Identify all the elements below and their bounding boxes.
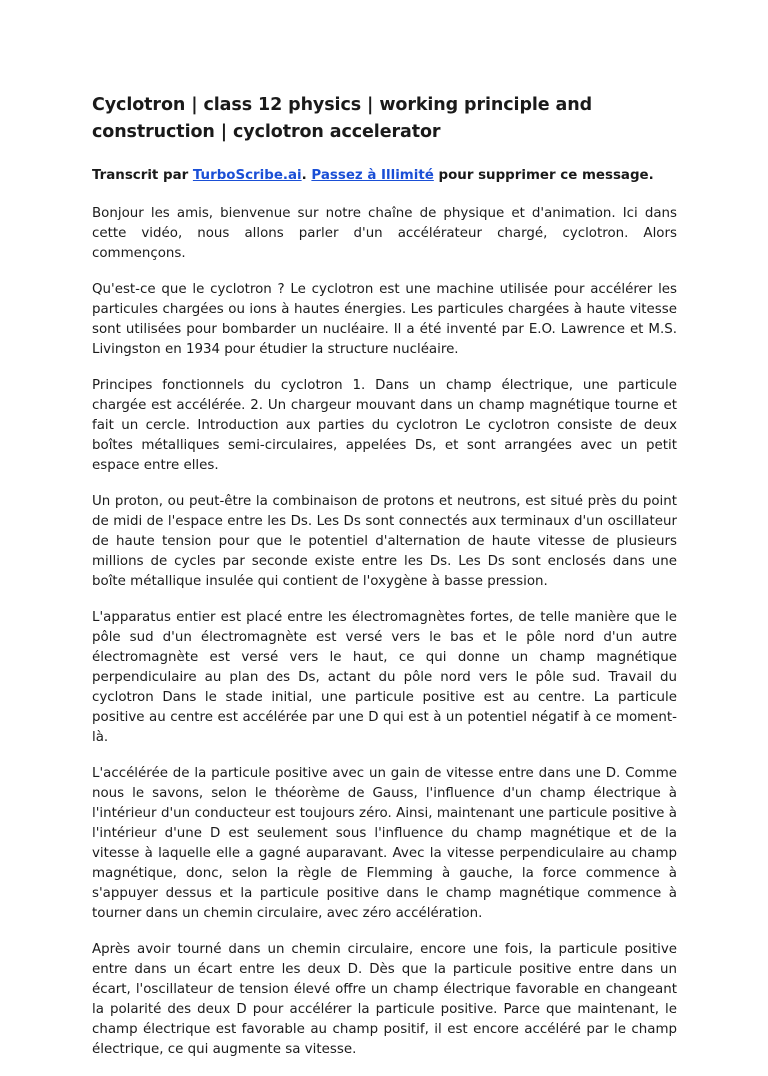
upgrade-unlimited-link[interactable]: Passez à Illimité: [311, 168, 434, 183]
paragraph-magnets: L'apparatus entier est placé entre les électromagnètes fortes, de telle manière que le pôle sud d'un électromagnète est versé vers le bas et le pôle nord d'un autre électromagnète est versé vers le haut, ce qui donne un champ magnétique perpendiculaire au plan des Ds, actant du pôle nord vers le pôle sud. Travail du cyclotron Dans le stade initial, une particule positive est au centre. La particule positive au centre est accélérée par une D qui est à un potentiel négatif à ce moment-là.: [92, 610, 677, 745]
paragraph-principles: Principes fonctionnels du cyclotron 1. Dans un champ électrique, une particule chargée est accélérée. 2. Un chargeur mouvant dans un champ magnétique tourne et fait un cercle. Introduction aux parties du cyclotron Le cyclotron consiste de deux boîtes métalliques semi-circulaires, appelées Ds, et sont arrangées avec un petit espace entre elles.: [92, 378, 677, 473]
document-page: [92, 92, 677, 1076]
notice-separator: .: [301, 168, 312, 183]
paragraph-construction: Un proton, ou peut-être la combinaison de protons et neutrons, est situé près du point de midi de l'espace entre les Ds. Les Ds sont connectés aux terminaux d'un oscillateur de haute tension pour que le potentiel d'alternation de haute vitesse de plusieurs millions de cycles par seconde existe entre les Ds. Les Ds sont enclosés dans une boîte métallique insulée qui contient de l'oxygène à basse pression.: [92, 494, 677, 589]
paragraph-motion: L'accélérée de la particule positive avec un gain de vitesse entre dans une D. Comme nous le savons, selon le théorème de Gauss, l'influence d'un champ électrique à l'intérieur d'un conducteur est toujours zéro. Ainsi, maintenant une particule positive à l'intérieur d'une D est seulement sous l'influence du champ magnétique et de la vitesse à laquelle elle a gagné auparavant. Avec la vitesse perpendiculaire au champ magnétique, donc, selon la règle de Flemming à gauche, la force commence à s'appuyer dessus et la particule positive dans le champ magnétique commence à tourner dans un chemin circulaire, avec zéro accélération.: [92, 766, 677, 921]
notice-suffix: pour supprimer ce message.: [433, 168, 654, 183]
notice-prefix: Transcrit par: [92, 168, 193, 183]
transcription-notice: [92, 166, 677, 186]
paragraph-intro: Bonjour les amis, bienvenue sur notre chaîne de physique et d'animation. Ici dans cette vidéo, nous allons parler d'un accélérateur chargé, cyclotron. Alors commençons.: [92, 206, 677, 261]
paragraph-acceleration: Après avoir tourné dans un chemin circulaire, encore une fois, la particule positive entre dans un écart entre les deux D. Dès que la particule positive entre dans un écart, l'oscillateur de tension élevé offre un champ électrique favorable en changeant la polarité des deux D pour accélérer la particule positive. Parce que maintenant, le champ électrique est favorable au champ positif, il est encore accéléré par le champ électrique, ce qui augmente sa vitesse.: [92, 942, 677, 1057]
turboscribe-link[interactable]: TurboScribe.ai: [192, 168, 302, 183]
document-title: Cyclotron | class 12 physics | working principle and construction | cyclotron accelerator: [92, 95, 593, 142]
paragraph-definition: Qu'est-ce que le cyclotron ? Le cyclotron est une machine utilisée pour accélérer les particules chargées ou ions à hautes énergies. Les particules chargées à haute vitesse sont utilisées pour bombarder un nucléaire. Il a été inventé par E.O. Lawrence et M.S. Livingston en 1934 pour étudier la structure nucléaire.: [92, 282, 677, 357]
